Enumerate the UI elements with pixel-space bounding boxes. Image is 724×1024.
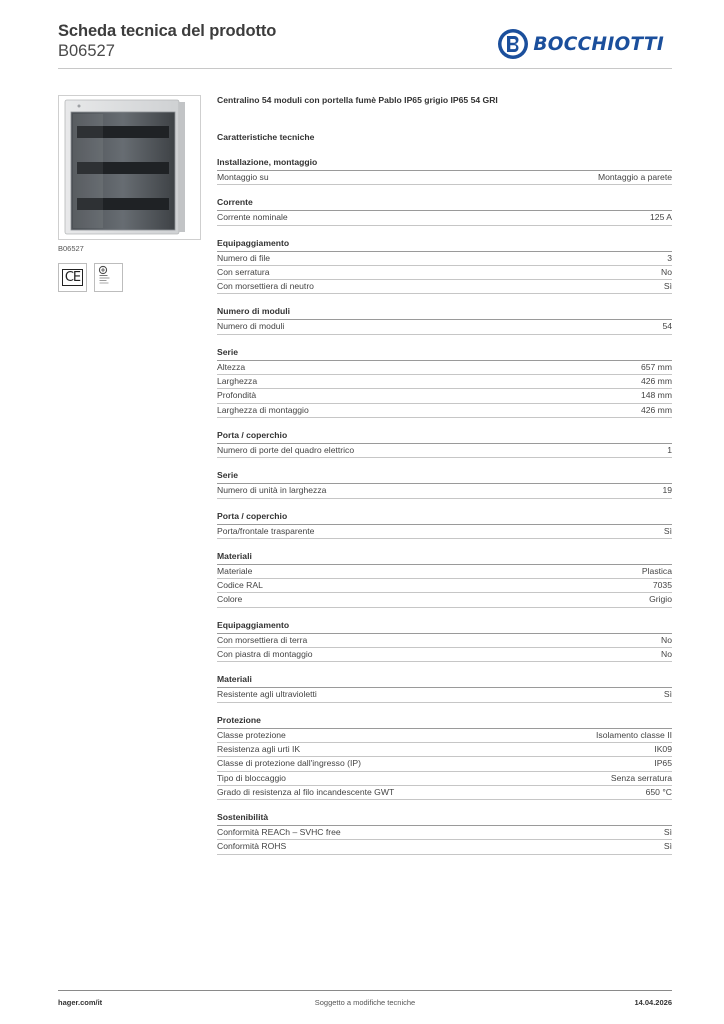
spec-value: Montaggio a parete — [597, 172, 672, 182]
spec-label: Larghezza — [217, 376, 258, 387]
spec-value: Sì — [663, 281, 672, 292]
spec-label: Porta/frontale trasparente — [217, 525, 315, 536]
spec-row — [217, 757, 672, 771]
spec-row — [217, 772, 672, 786]
spec-label: Resistenza agli urti IK — [217, 743, 301, 754]
spec-group-title: Porta / coperchio — [217, 499, 672, 525]
spec-value: No — [661, 649, 672, 660]
spec-groups — [217, 143, 672, 855]
spec-value: 19 — [662, 485, 672, 496]
spec-row — [217, 211, 672, 225]
spec-row — [217, 484, 672, 498]
image-caption: B06527 — [58, 244, 84, 253]
spec-value: Isolamento classe II — [596, 729, 672, 740]
spec-label: Con morsettiera di terra — [217, 634, 308, 645]
spec-label: Con morsettiera di neutro — [217, 281, 314, 292]
distribution-board-illustration — [59, 96, 200, 239]
document-title: Scheda tecnica del prodotto — [58, 22, 277, 40]
header-divider — [58, 68, 672, 69]
spec-value: Sì — [663, 841, 672, 852]
spec-label: Colore — [217, 594, 243, 605]
spec-row — [217, 320, 672, 334]
spec-row — [217, 786, 672, 800]
spec-value: 7035 — [652, 580, 672, 591]
spec-label: Con serratura — [217, 266, 270, 277]
spec-row — [217, 688, 672, 702]
spec-row — [217, 729, 672, 743]
spec-value: Sì — [663, 827, 672, 838]
spec-label: Montaggio su — [217, 172, 269, 182]
spec-group-title: Equipaggiamento — [217, 226, 672, 252]
spec-value: 426 mm — [640, 376, 672, 387]
spec-value: IK09 — [654, 743, 672, 754]
spec-label: Numero di unità in larghezza — [217, 485, 327, 496]
spec-label: Classe protezione — [217, 729, 286, 740]
spec-value: IP65 — [654, 758, 672, 769]
spec-value: 650 °C — [645, 786, 672, 797]
spec-group-title: Materiali — [217, 539, 672, 565]
website-link[interactable]: hager.com/it — [58, 998, 103, 1007]
spec-value: 125 A — [650, 212, 672, 223]
spec-label: Numero di porte del quadro elettrico — [217, 444, 355, 455]
spec-group-title: Equipaggiamento — [217, 608, 672, 634]
spec-value: 3 — [667, 252, 672, 263]
spec-value: 426 mm — [640, 404, 672, 415]
brand-name: BOCCHIOTTI — [533, 33, 664, 55]
spec-value: No — [661, 266, 672, 277]
disclaimer: Soggetto a modifiche tecniche — [314, 998, 416, 1007]
spec-row — [217, 361, 672, 375]
spec-group-title: Sostenibilità — [217, 800, 672, 826]
spec-row — [217, 565, 672, 579]
spec-label: Numero di moduli — [217, 321, 285, 332]
spec-label: Resistente agli ultravioletti — [217, 689, 317, 700]
spec-row — [217, 648, 672, 662]
spec-label: Codice RAL — [217, 580, 263, 591]
spec-value: 54 — [662, 321, 672, 332]
spec-row — [217, 404, 672, 418]
spec-row — [217, 266, 672, 280]
spec-label: Tipo di bloccaggio — [217, 772, 286, 783]
spec-label: Grado di resistenza al filo incandescente GWT — [217, 786, 395, 797]
imq-certification-icon — [94, 263, 123, 292]
spec-row — [217, 579, 672, 593]
spec-label: Con piastra di montaggio — [217, 649, 313, 660]
spec-row — [217, 525, 672, 539]
spec-group-title: Serie — [217, 335, 672, 361]
section-title: Caratteristiche tecniche — [217, 132, 315, 142]
spec-value: Sì — [663, 525, 672, 536]
spec-value: Sì — [663, 689, 672, 700]
ce-mark-icon: CE — [58, 263, 87, 292]
spec-row — [217, 375, 672, 389]
spec-label: Conformità REACh – SVHC free — [217, 827, 341, 838]
spec-row — [217, 280, 672, 294]
spec-value: 1 — [667, 444, 672, 455]
document-date: 14.04.2026 — [634, 998, 672, 1007]
spec-row — [217, 743, 672, 757]
spec-label: Conformità ROHS — [217, 841, 287, 852]
spec-label: Corrente nominale — [217, 212, 288, 223]
spec-row — [217, 252, 672, 266]
spec-value: 148 mm — [640, 390, 672, 401]
spec-group-title: Porta / coperchio — [217, 418, 672, 444]
bocchiotti-logo-icon — [497, 28, 529, 60]
spec-row — [217, 444, 672, 458]
spec-value: Grigio — [649, 594, 672, 605]
spec-row — [217, 389, 672, 403]
spec-group-title: Corrente — [217, 185, 672, 211]
spec-group-title: Serie — [217, 458, 672, 484]
spec-group-title: Installazione, montaggio — [217, 143, 672, 171]
bocchiotti-logo — [497, 28, 664, 60]
footer-divider — [58, 990, 672, 991]
product-description: Centralino 54 moduli con portella fumè Pablo IP65 grigio IP65 54 GRI — [217, 95, 498, 105]
spec-row — [217, 826, 672, 840]
spec-value: No — [661, 634, 672, 645]
spec-row — [217, 171, 672, 185]
spec-row — [217, 840, 672, 854]
spec-label: Classe di protezione dall'ingresso (IP) — [217, 758, 361, 769]
product-code: B06527 — [58, 42, 115, 60]
spec-label: Larghezza di montaggio — [217, 404, 309, 415]
spec-label: Profondità — [217, 390, 257, 401]
page-header — [58, 22, 672, 68]
spec-row — [217, 593, 672, 607]
spec-label: Altezza — [217, 361, 246, 372]
spec-value: Senza serratura — [610, 772, 672, 783]
spec-value: 657 mm — [640, 361, 672, 372]
product-image — [58, 95, 201, 240]
spec-value: Plastica — [641, 565, 672, 576]
spec-label: Numero di file — [217, 252, 271, 263]
spec-group-title: Materiali — [217, 662, 672, 688]
spec-group-title: Protezione — [217, 703, 672, 729]
spec-label: Materiale — [217, 565, 253, 576]
technical-specifications — [217, 95, 672, 855]
spec-group-title: Numero di moduli — [217, 294, 672, 320]
spec-row — [217, 634, 672, 648]
